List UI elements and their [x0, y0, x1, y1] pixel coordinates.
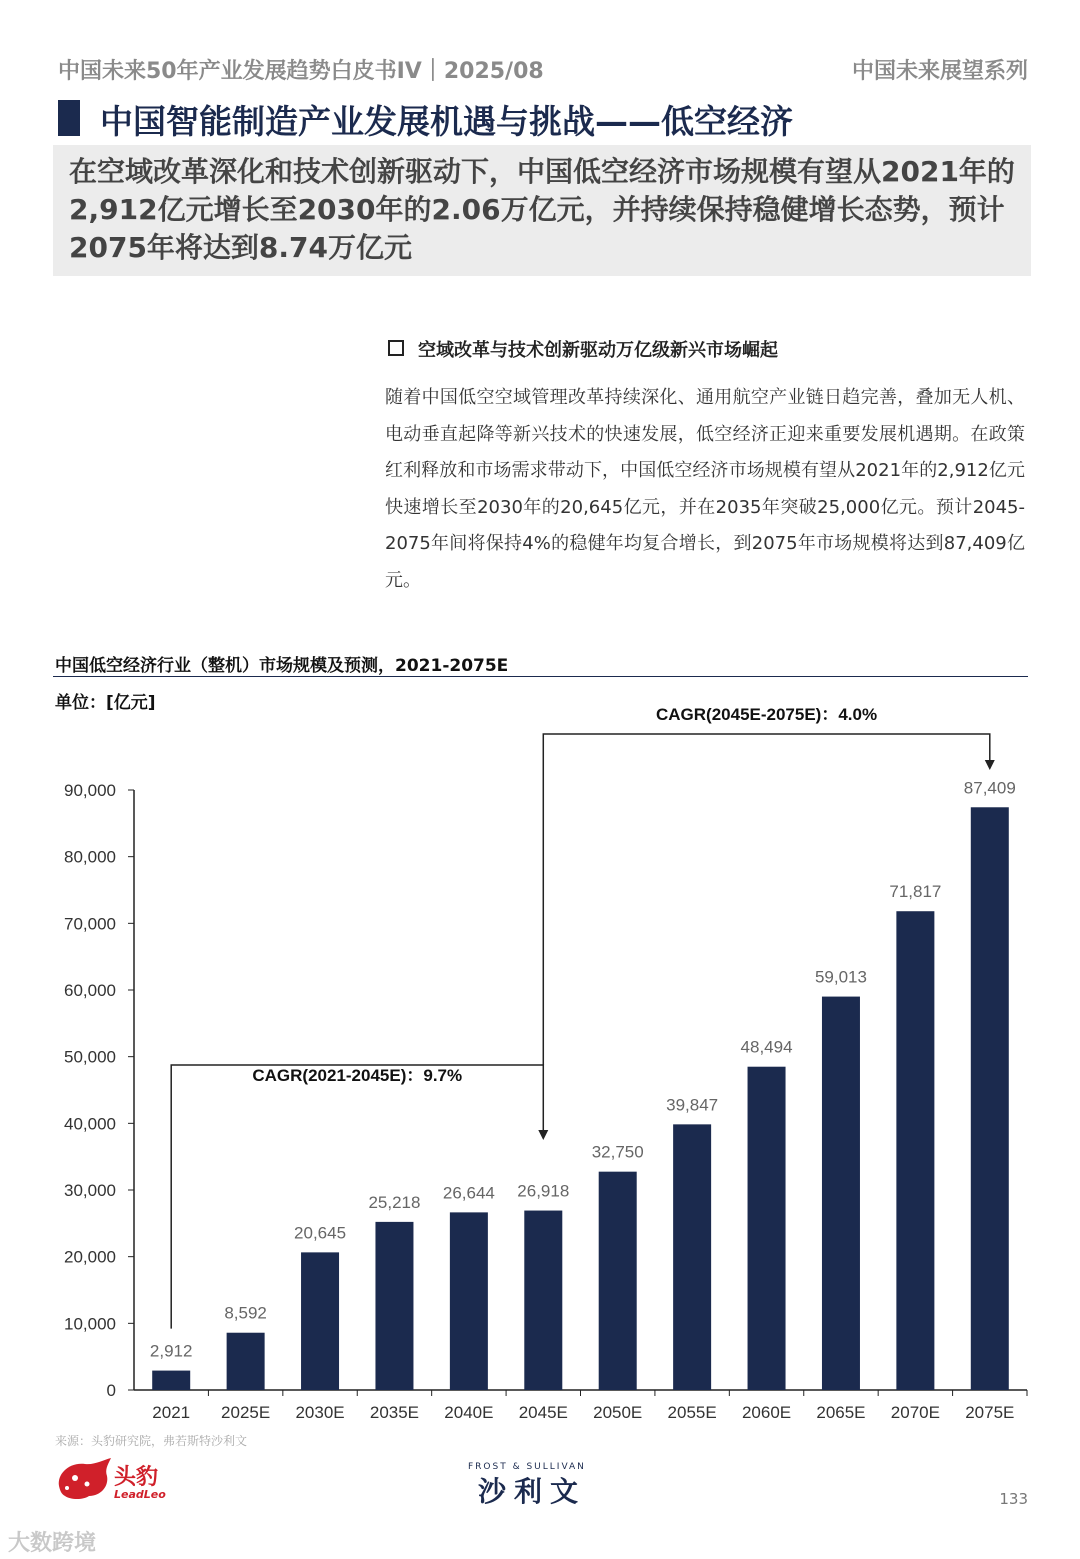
leadleo-logo-english: LeadLeo [114, 1488, 166, 1501]
y-tick-label: 10,000 [64, 1314, 116, 1334]
x-tick-label: 2035E [369, 1403, 420, 1422]
x-tick-label: 2025E [221, 1403, 271, 1422]
chart-title: 中国低空经济行业（整机）市场规模及预测，2021-2075E [55, 656, 509, 676]
section-body: 随着中国低空空域管理改革持续深化、通用航空产业链日趋完善，叠加无人机、电动垂直起降等新兴技术的快速发展，低空经济正迎来重要发展机遇期。在政策红利释放和市场需求带动下，中国低空经济市场规模有望从2021年的2,912亿元快速增长至2030年的20,645亿元，并在2035年突破25,000亿元。预计2045-2075年间将保持4%的稳健年均复合增长，到2075年市场规模将达到87,409亿元。 [385, 387, 1025, 591]
bar-value-label: 25,218 [368, 1192, 421, 1212]
x-tick-label: 2060E [741, 1403, 792, 1422]
y-tick-label: 60,000 [64, 981, 116, 1000]
y-tick-label: 50,000 [64, 1047, 116, 1067]
bar [673, 1124, 711, 1390]
bar-value-label: 32,750 [591, 1142, 644, 1162]
cagr-arrow-head [985, 760, 995, 770]
cagr-label: CAGR(2021-2045E)：9.7% [252, 1066, 463, 1085]
header-series-name: 中国未来展望系列 [851, 59, 1028, 84]
bar-value-label: 2,912 [149, 1341, 193, 1361]
bar-value-label: 20,645 [294, 1223, 347, 1243]
y-tick-label: 0 [106, 1381, 116, 1400]
bar-value-label: 87,409 [963, 778, 1016, 798]
leadleo-logo-text: 头豹 [114, 1465, 159, 1490]
frost-sullivan-logo-text: 沙利文 [478, 1475, 587, 1508]
bar-value-label: 26,644 [442, 1183, 495, 1203]
y-tick-label: 20,000 [64, 1247, 116, 1267]
x-tick-label: 2030E [295, 1403, 345, 1422]
cagr-arrow-head [538, 1130, 548, 1140]
bar [375, 1222, 413, 1390]
section-subhead: 空域改革与技术创新驱动万亿级新兴市场崛起 [418, 340, 778, 361]
page-number: 133 [999, 1490, 1028, 1508]
header-report-title: 中国未来50年产业发展趋势白皮书IV｜2025/08 [58, 59, 544, 84]
x-tick-label: 2075E [965, 1403, 1015, 1422]
bar [524, 1211, 562, 1390]
y-tick-label: 40,000 [64, 1114, 116, 1134]
cagr-label: CAGR(2045E-2075E)：4.0% [655, 705, 878, 724]
bar-value-label: 59,013 [814, 967, 867, 987]
bar [748, 1067, 786, 1390]
y-tick-label: 90,000 [64, 781, 116, 800]
bar [896, 911, 934, 1390]
bar-value-label: 8,592 [224, 1303, 267, 1323]
x-tick-label: 2045E [518, 1403, 568, 1422]
frost-sullivan-logo-english: FROST & SULLIVAN [468, 1462, 586, 1472]
x-tick-label: 2055E [667, 1403, 717, 1422]
y-tick-label: 30,000 [64, 1181, 116, 1200]
bar [227, 1333, 265, 1390]
bar [450, 1212, 488, 1390]
y-tick-label: 80,000 [64, 847, 116, 867]
bar [301, 1252, 339, 1390]
x-tick-label: 2021 [152, 1403, 191, 1422]
x-tick-label: 2065E [816, 1403, 866, 1422]
chart-unit: 单位：[亿元] [55, 693, 156, 713]
x-tick-label: 2070E [890, 1403, 940, 1422]
bar [152, 1371, 190, 1390]
watermark-text: 大数跨境 [8, 1531, 97, 1556]
x-tick-label: 2040E [444, 1403, 494, 1422]
x-tick-label: 2050E [593, 1403, 643, 1422]
bar-value-label: 48,494 [740, 1037, 793, 1057]
source-note: 来源：头豹研究院，弗若斯特沙利文 [55, 1434, 248, 1448]
bar-value-label: 71,817 [889, 882, 942, 902]
bar [971, 807, 1009, 1390]
leadleo-leopard-logo-icon [55, 1456, 113, 1502]
page-title: 中国智能制造产业发展机遇与挑战——低空经济 [100, 102, 793, 141]
y-tick-label: 70,000 [64, 914, 116, 934]
summary-text: 在空域改革深化和技术创新驱动下，中国低空经济市场规模有望从2021年的2,912亿元增长至2030年的2.06万亿元，并持续保持稳健增长态势，预计2075年将达到8.74万亿元 [69, 155, 1015, 264]
bar-value-label: 26,918 [517, 1181, 570, 1201]
bar [822, 997, 860, 1390]
bar [599, 1172, 637, 1390]
bar-value-label: 39,847 [666, 1095, 719, 1115]
